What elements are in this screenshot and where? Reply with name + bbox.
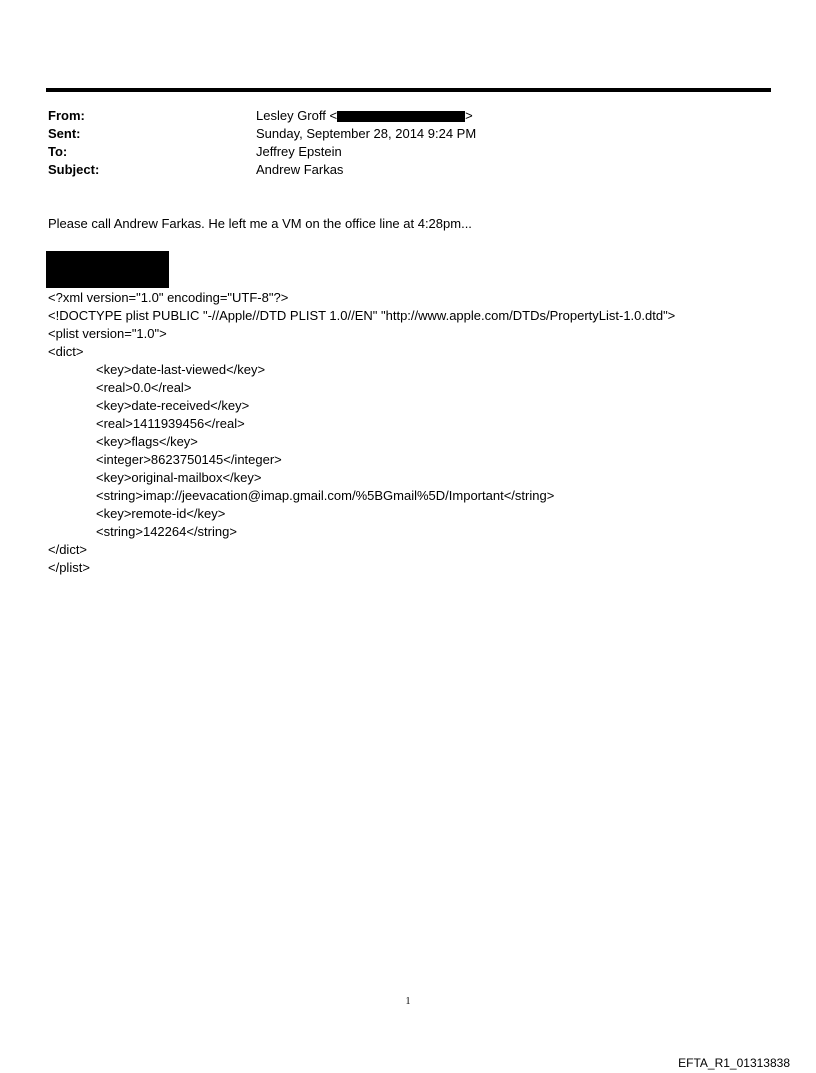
plist-line: <key>flags</key> xyxy=(96,434,198,449)
redaction-block xyxy=(46,251,169,288)
plist-line: <key>original-mailbox</key> xyxy=(96,470,262,485)
from-close: > xyxy=(465,108,473,123)
plist-line: <?xml version="1.0" encoding="UTF-8"?> xyxy=(48,290,289,305)
sent-value: Sunday, September 28, 2014 9:24 PM xyxy=(256,126,477,141)
plist-line: </plist> xyxy=(48,560,90,575)
plist-line: <string>142264</string> xyxy=(96,524,237,539)
plist-line: <real>1411939456</real> xyxy=(96,416,245,431)
plist-line: <dict> xyxy=(48,344,84,359)
plist-line: <string>imap://jeevacation@imap.gmail.com/%5BGmail%5D/Important</string> xyxy=(96,488,555,503)
header-rule xyxy=(46,88,771,92)
plist-line: </dict> xyxy=(48,542,88,557)
subject-value: Andrew Farkas xyxy=(256,162,344,177)
plist-line: <key>date-last-viewed</key> xyxy=(96,362,266,377)
page-number: 1 xyxy=(405,996,411,1007)
redaction-email xyxy=(337,111,465,122)
from-name: Lesley Groff < xyxy=(256,108,338,123)
plist-line: <!DOCTYPE plist PUBLIC "-//Apple//DTD PLIST 1.0//EN" "http://www.apple.com/DTDs/PropertyList-1.0.dtd"> xyxy=(48,308,676,323)
plist-line: <plist version="1.0"> xyxy=(48,326,167,341)
subject-label: Subject: xyxy=(48,162,100,177)
message-body: Please call Andrew Farkas. He left me a VM on the office line at 4:28pm... xyxy=(48,216,472,231)
to-label: To: xyxy=(48,144,68,159)
bates-number: EFTA_R1_01313838 xyxy=(678,1056,790,1070)
from-value xyxy=(256,108,473,123)
plist-line: <real>0.0</real> xyxy=(96,380,192,395)
from-label: From: xyxy=(48,108,85,123)
plist-line: <integer>8623750145</integer> xyxy=(96,452,282,467)
plist-line: <key>remote-id</key> xyxy=(96,506,226,521)
to-value: Jeffrey Epstein xyxy=(256,144,342,159)
plist-line: <key>date-received</key> xyxy=(96,398,250,413)
sent-label: Sent: xyxy=(48,126,81,141)
